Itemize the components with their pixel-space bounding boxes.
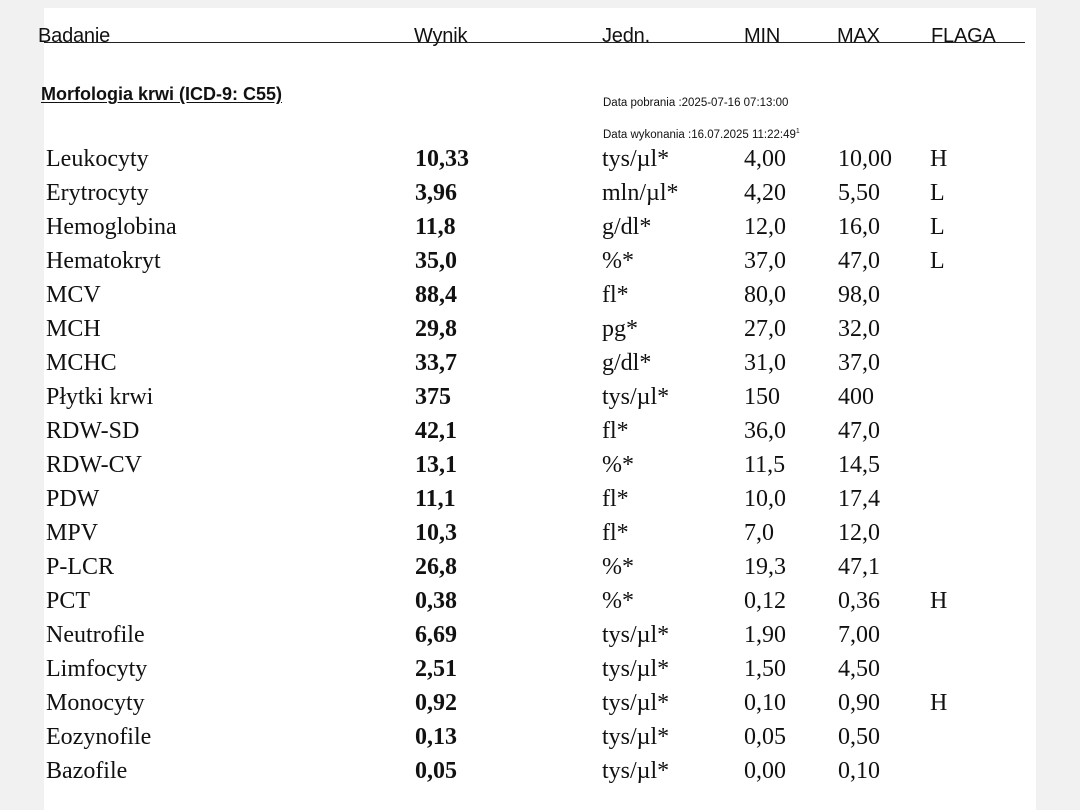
result-max: 37,0 (838, 350, 880, 376)
result-min: 36,0 (744, 418, 786, 444)
result-name: Leukocyty (46, 146, 149, 172)
result-max: 400 (838, 384, 874, 410)
result-min: 0,05 (744, 724, 786, 750)
execution-date-mark: 1 (795, 128, 800, 135)
result-value: 0,13 (415, 724, 457, 750)
result-value: 0,92 (415, 690, 457, 716)
result-max: 5,50 (838, 180, 880, 206)
result-min: 1,50 (744, 656, 786, 682)
result-name: MCHC (46, 350, 117, 376)
result-max: 10,00 (838, 146, 892, 172)
result-row (44, 482, 1036, 516)
result-row (44, 346, 1036, 380)
result-name: MCV (46, 282, 101, 308)
result-flag: L (930, 180, 945, 206)
result-value: 375 (415, 384, 451, 410)
result-unit: %* (602, 588, 634, 614)
result-value: 42,1 (415, 418, 457, 444)
result-name: Neutrofile (46, 622, 145, 648)
collection-date-value: 2025-07-16 07:13:00 (681, 97, 789, 109)
header-col-flag: FLAGA (931, 25, 996, 47)
result-name: PCT (46, 588, 91, 614)
result-min: 37,0 (744, 248, 786, 274)
lab-report-page (38, 8, 1036, 810)
header-col-result: Wynik (414, 25, 468, 47)
result-row (44, 312, 1036, 346)
result-unit: %* (602, 452, 634, 478)
result-value: 11,8 (415, 214, 456, 240)
result-name: RDW-SD (46, 418, 140, 444)
result-max: 0,36 (838, 588, 880, 614)
header-divider (44, 42, 1025, 43)
result-min: 7,0 (744, 520, 774, 546)
result-max: 4,50 (838, 656, 880, 682)
result-min: 4,00 (744, 146, 786, 172)
result-value: 10,3 (415, 520, 457, 546)
header-col-test: Badanie (38, 25, 110, 47)
result-unit: tys/µl* (602, 384, 670, 410)
result-min: 31,0 (744, 350, 786, 376)
result-row (44, 380, 1036, 414)
result-value: 29,8 (415, 316, 457, 342)
result-row (44, 210, 1036, 244)
result-name: Hematokryt (46, 248, 161, 274)
result-unit: tys/µl* (602, 656, 670, 682)
result-unit: g/dl* (602, 214, 652, 240)
result-row (44, 584, 1036, 618)
result-unit: %* (602, 554, 634, 580)
result-max: 32,0 (838, 316, 880, 342)
result-row (44, 686, 1036, 720)
result-max: 47,0 (838, 418, 880, 444)
result-max: 47,0 (838, 248, 880, 274)
result-max: 47,1 (838, 554, 880, 580)
result-max: 0,10 (838, 758, 880, 784)
result-name: Bazofile (46, 758, 128, 784)
result-row (44, 652, 1036, 686)
result-value: 88,4 (415, 282, 457, 308)
result-min: 80,0 (744, 282, 786, 308)
result-unit: fl* (602, 486, 629, 512)
result-row (44, 278, 1036, 312)
result-name: PDW (46, 486, 100, 512)
result-min: 0,10 (744, 690, 786, 716)
header-col-unit: Jedn. (602, 25, 650, 47)
result-value: 26,8 (415, 554, 457, 580)
result-name: MCH (46, 316, 101, 342)
result-name: RDW-CV (46, 452, 142, 478)
execution-date (603, 128, 800, 141)
result-min: 12,0 (744, 214, 786, 240)
section-title: Morfologia krwi (ICD-9: C55) (41, 84, 283, 104)
result-unit: tys/µl* (602, 758, 670, 784)
result-max: 12,0 (838, 520, 880, 546)
result-value: 6,69 (415, 622, 457, 648)
result-min: 19,3 (744, 554, 786, 580)
result-row (44, 244, 1036, 278)
result-max: 16,0 (838, 214, 880, 240)
result-value: 11,1 (415, 486, 456, 512)
result-unit: tys/µl* (602, 622, 670, 648)
result-value: 13,1 (415, 452, 457, 478)
result-unit: fl* (602, 520, 629, 546)
results-table (44, 142, 1036, 788)
result-value: 2,51 (415, 656, 457, 682)
result-row (44, 550, 1036, 584)
result-row (44, 176, 1036, 210)
result-row (44, 142, 1036, 176)
result-value: 10,33 (415, 146, 469, 172)
result-flag: L (930, 248, 945, 274)
result-value: 0,05 (415, 758, 457, 784)
execution-date-label: Data wykonania : (603, 128, 692, 141)
result-max: 0,50 (838, 724, 880, 750)
result-flag: H (930, 690, 948, 716)
result-min: 0,00 (744, 758, 786, 784)
result-name: Monocyty (46, 690, 145, 716)
result-name: P-LCR (46, 554, 115, 580)
header-col-max: MAX (837, 25, 880, 47)
execution-date-value: 16.07.2025 11:22:49 (691, 128, 796, 141)
result-max: 17,4 (838, 486, 880, 512)
result-name: Eozynofile (46, 724, 152, 750)
result-unit: fl* (602, 418, 629, 444)
result-unit: mln/µl* (602, 180, 679, 206)
result-min: 4,20 (744, 180, 786, 206)
result-row (44, 754, 1036, 788)
collection-date-label: Data pobrania : (603, 97, 682, 109)
result-max: 0,90 (838, 690, 880, 716)
result-max: 14,5 (838, 452, 880, 478)
result-flag: H (930, 146, 948, 172)
result-flag: H (930, 588, 948, 614)
result-min: 1,90 (744, 622, 786, 648)
result-min: 150 (744, 384, 780, 410)
result-unit: tys/µl* (602, 724, 670, 750)
result-unit: pg* (602, 316, 638, 342)
result-name: Limfocyty (46, 656, 148, 682)
collection-date (603, 97, 788, 109)
result-unit: g/dl* (602, 350, 652, 376)
result-row (44, 414, 1036, 448)
result-name: MPV (46, 520, 99, 546)
result-row (44, 720, 1036, 754)
result-name: Erytrocyty (46, 180, 149, 206)
result-max: 98,0 (838, 282, 880, 308)
result-max: 7,00 (838, 622, 880, 648)
result-row (44, 618, 1036, 652)
result-min: 10,0 (744, 486, 786, 512)
result-unit: fl* (602, 282, 629, 308)
result-min: 0,12 (744, 588, 786, 614)
result-value: 35,0 (415, 248, 457, 274)
result-min: 11,5 (744, 452, 786, 478)
result-unit: tys/µl* (602, 146, 670, 172)
result-name: Hemoglobina (46, 214, 177, 240)
result-min: 27,0 (744, 316, 786, 342)
result-unit: tys/µl* (602, 690, 670, 716)
result-row (44, 448, 1036, 482)
result-flag: L (930, 214, 945, 240)
result-value: 3,96 (415, 180, 457, 206)
result-row (44, 516, 1036, 550)
header-col-min: MIN (744, 25, 781, 47)
result-name: Płytki krwi (46, 384, 154, 410)
result-value: 33,7 (415, 350, 457, 376)
result-value: 0,38 (415, 588, 457, 614)
result-unit: %* (602, 248, 634, 274)
